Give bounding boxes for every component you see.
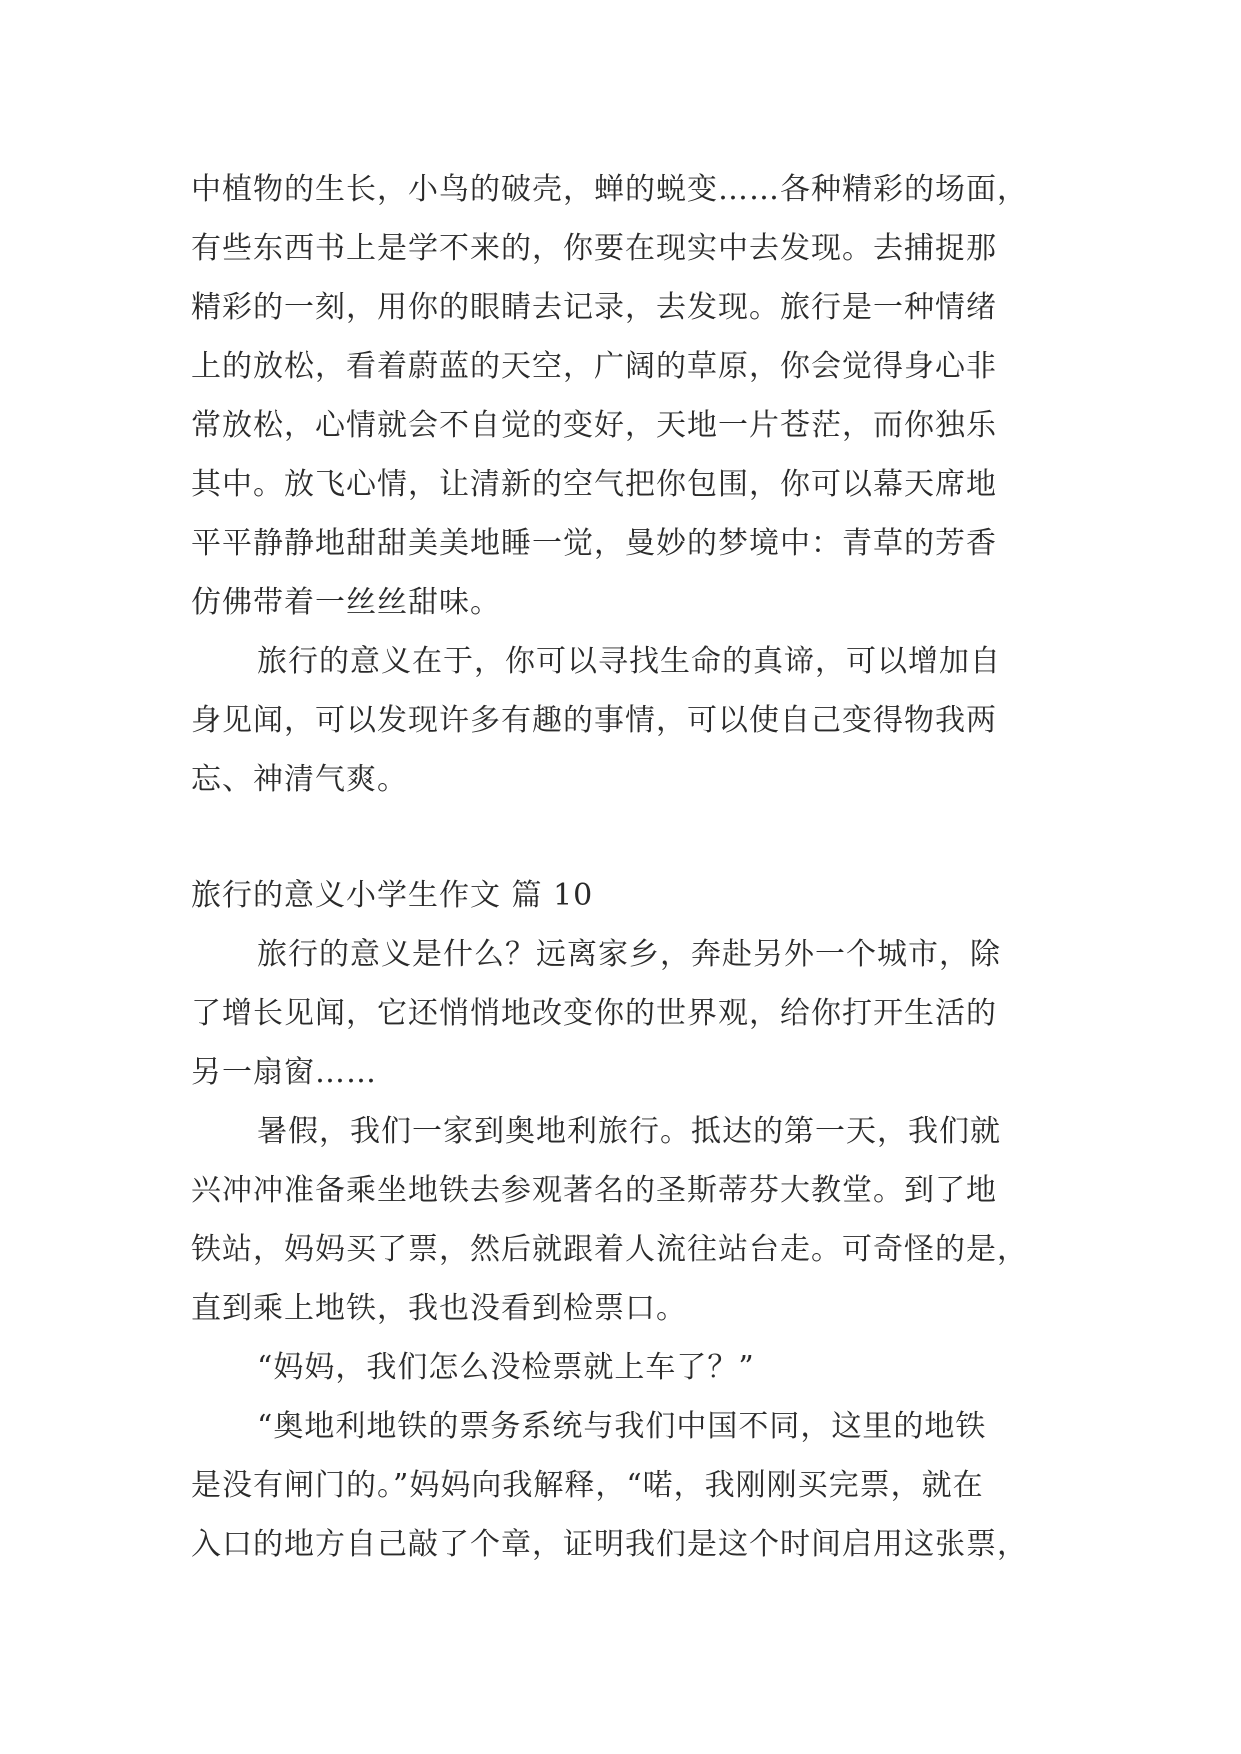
text-line: 了增长见闻，它还悄悄地改变你的世界观，给你打开生活的: [191, 996, 997, 1031]
continuation-paragraph: [191, 160, 1051, 809]
text-line: 平平静静地甜甜美美地睡一觉，曼妙的梦境中：青草的芳香: [191, 526, 997, 561]
text-line: 旅行的意义是什么？远离家乡，奔赴另外一个城市，除: [257, 937, 1001, 972]
text-line: 有些东西书上是学不来的，你要在现实中去发现。去捕捉那: [191, 231, 997, 266]
text-line: 仿佛带着一丝丝甜味。: [191, 585, 501, 620]
text-line: 其中。放飞心情，让清新的空气把你包围，你可以幕天席地: [191, 467, 997, 502]
text-line: “奥地利地铁的票务系统与我们中国不同，这里的地铁: [257, 1409, 987, 1444]
text-line: 旅行的意义在于，你可以寻找生命的真谛，可以增加自: [257, 644, 1001, 679]
section-heading-block: [191, 866, 1051, 925]
text-line: 铁站，妈妈买了票，然后就跟着人流往站台走。可奇怪的是，: [191, 1232, 1028, 1267]
text-line: 兴冲冲准备乘坐地铁去参观著名的圣斯蒂芬大教堂。到了地: [191, 1173, 997, 1208]
text-line: 入口的地方自己敲了个章，证明我们是这个时间启用这张票，: [191, 1527, 1028, 1562]
text-line: 忘、神清气爽。: [191, 762, 408, 797]
text-line: 直到乘上地铁，我也没看到检票口。: [191, 1291, 687, 1326]
text-line: 另一扇窗……: [191, 1055, 377, 1090]
text-line: 上的放松，看着蔚蓝的天空，广阔的草原，你会觉得身心非: [191, 349, 997, 384]
text-line: 暑假，我们一家到奥地利旅行。抵达的第一天，我们就: [257, 1114, 1001, 1149]
text-line: 是没有闸门的。”妈妈向我解释，“喏，我刚刚买完票，就在: [191, 1468, 984, 1503]
text-line: “妈妈，我们怎么没检票就上车了？”: [257, 1350, 755, 1385]
text-line: 精彩的一刻，用你的眼睛去记录，去发现。旅行是一种情绪: [191, 290, 997, 325]
section-body: [191, 925, 1051, 1574]
text-line: 身见闻，可以发现许多有趣的事情，可以使自己变得物我两: [191, 703, 997, 738]
section-heading: 旅行的意义小学生作文 篇 10: [191, 878, 594, 913]
text-line: 常放松，心情就会不自觉的变好，天地一片苍茫，而你独乐: [191, 408, 997, 443]
text-line: 中植物的生长，小鸟的破壳，蝉的蜕变……各种精彩的场面，: [191, 172, 1028, 207]
